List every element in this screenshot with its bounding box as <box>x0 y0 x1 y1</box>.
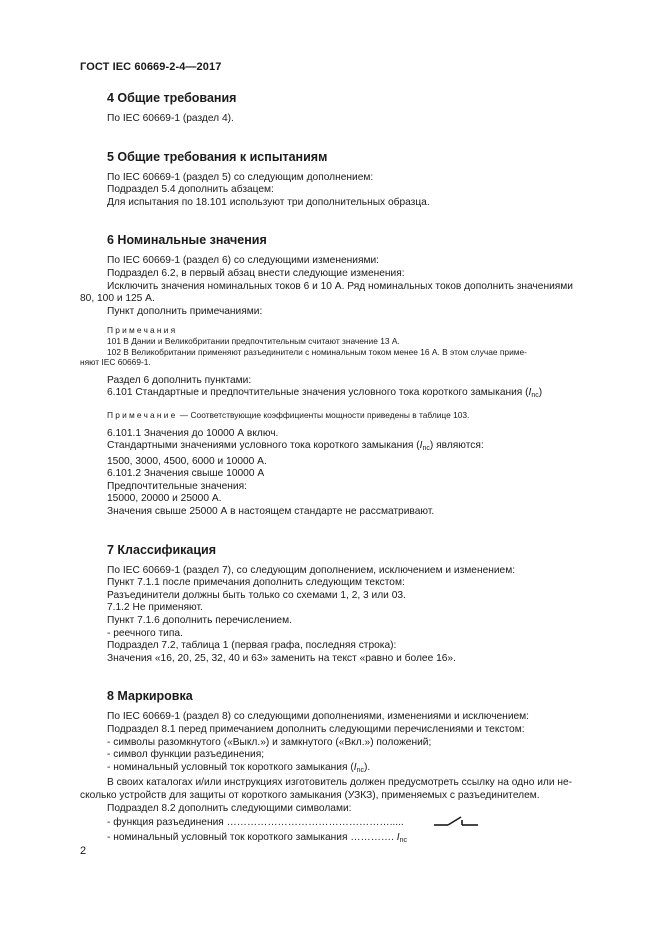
symbol-subscript: nc <box>531 392 539 400</box>
paragraph: 6.101.1 Значения до 10000 А включ. <box>107 427 279 439</box>
paragraph <box>80 387 580 403</box>
paragraph: - символы разомкнутого («Выкл.») и замкнутого («Вкл.») положений; <box>107 736 432 748</box>
paragraph: По IEC 60669-1 (раздел 8) со следующими дополнениями, изменениями и исключением: <box>107 711 530 723</box>
section-5-title: 5 Общие требования к испытаниям <box>107 149 328 164</box>
paragraph: Пункт 7.1.6 дополнить перечислением. <box>107 615 292 627</box>
paragraph: 15000, 20000 и 25000 А. <box>107 493 222 505</box>
paragraph: 6.101.2 Значения свыше 10000 А <box>107 468 265 480</box>
paragraph: Для испытания по 18.101 используют три дополнительных образца. <box>107 196 430 208</box>
paragraph: 7.1.2 Не применяют. <box>107 602 203 614</box>
paragraph: 1500, 3000, 4500, 6000 и 10000 А. <box>107 455 267 467</box>
paragraph: сколько устройств для защиты от короткого замыкания (УЗКЗ), применяемых с разъединителем. <box>80 789 540 801</box>
document-body <box>80 90 580 860</box>
section-6 <box>80 232 580 518</box>
paragraph: По IEC 60669-1 (раздел 7), со следующим дополнением, исключением и изменением: <box>107 564 516 576</box>
text-run: ) <box>538 387 543 399</box>
paragraph: Пункт 7.1.1 после примечания дополнить следующим текстом: <box>107 577 405 589</box>
disconnector-symbol-icon <box>407 815 478 832</box>
section-6-title: 6 Номинальные значения <box>107 233 267 248</box>
text-run: ) являются: <box>429 440 484 452</box>
note-item: 101 В Дании и Великобритании предпочтительным считают значение 13 А. <box>107 335 400 346</box>
symbol-i: I <box>396 831 400 843</box>
document-header: ГОСТ IEC 60669-2-4—2017 <box>80 61 222 73</box>
section-8-title: 8 Маркировка <box>107 689 193 704</box>
note-text: — Соответствующие коэффициенты мощности приведены в таблице 103. <box>177 409 470 420</box>
paragraph: Предпочтительные значения: <box>107 480 247 492</box>
text-run: - номинальный условный ток короткого замыкания ( <box>107 761 354 773</box>
paragraph: По IEC 60669-1 (раздел 6) со следующими изменениями: <box>107 255 379 267</box>
text-run: Стандартными значениями условного тока короткого замыкания ( <box>107 440 420 452</box>
paragraph: Значения «16, 20, 25, 32, 40 и 63» заменить на текст «равно и более 16». <box>107 652 456 664</box>
section-5 <box>80 149 580 210</box>
paragraph: Исключить значения номинальных токов 6 и 10 А. Ряд номинальных токов дополнить значениями <box>107 280 573 292</box>
paragraph: Значения свыше 25000 А в настоящем стандарте не рассматривают. <box>107 506 435 518</box>
paragraph: Подраздел 8.1 перед примечанием дополнить следующими перечислениями и текстом: <box>107 724 525 735</box>
paragraph: - реечного типа. <box>107 627 183 639</box>
section-7 <box>80 542 580 666</box>
paragraph: Подраздел 5.4 дополнить абзацем: <box>107 184 274 196</box>
note-label: Примечание <box>107 409 178 420</box>
paragraph <box>80 815 580 832</box>
paragraph <box>80 440 580 456</box>
paragraph: Пункт дополнить примечаниями: <box>107 305 263 317</box>
section-7-title: 7 Классификация <box>107 542 217 557</box>
note-item: 102 В Великобритании применяют разъединители с номинальным током менее 16 А. В этом случае приме- <box>107 346 527 357</box>
paragraph <box>80 832 580 848</box>
paragraph <box>80 762 580 778</box>
symbol-subscript: nc <box>422 445 430 453</box>
symbol-i: I <box>528 387 532 399</box>
symbol-subscript: nc <box>399 836 407 844</box>
section-4 <box>80 90 580 126</box>
paragraph: По IEC 60669-1 (раздел 4). <box>107 113 234 124</box>
symbol-i: I <box>419 440 423 452</box>
note-item: няют IEC 60669-1. <box>80 357 151 368</box>
section-4-title: 4 Общие требования <box>107 91 237 105</box>
paragraph: Раздел 6 дополнить пунктами: <box>107 374 252 386</box>
paragraph: Подраздел 6.2, в первый абзац внести следующие изменения: <box>107 267 405 279</box>
section-8 <box>80 688 580 847</box>
symbol-i: I <box>353 761 357 773</box>
paragraph: - символ функции разъединения; <box>107 749 265 761</box>
text-run: 6.101 Стандартные и предпочтительные значения условного тока короткого замыкания ( <box>107 387 529 399</box>
note-single <box>80 410 580 421</box>
paragraph: По IEC 60669-1 (раздел 5) со следующим дополнением: <box>107 171 374 183</box>
text-run: - функция разъединения …………………………………………..... <box>107 817 404 829</box>
notes-label: Примечания <box>107 325 178 336</box>
paragraph: 80, 100 и 125 А. <box>80 293 155 305</box>
text-run: - номинальный условный ток короткого замыкания …………. <box>107 831 397 843</box>
paragraph: В своих каталогах и/или инструкциях изготовитель должен предусмотреть ссылку на одно или не- <box>107 777 573 789</box>
paragraph: Подраздел 8.2 дополнить следующими символами: <box>107 802 352 814</box>
text-run: ). <box>363 761 371 773</box>
symbol-subscript: nc <box>356 766 364 774</box>
paragraph: Подраздел 7.2, таблица 1 (первая графа, последняя строка): <box>107 640 397 652</box>
page-number: 2 <box>80 845 87 857</box>
paragraph: Разъединители должны быть только со схемами 1, 2, 3 или 03. <box>107 589 406 601</box>
